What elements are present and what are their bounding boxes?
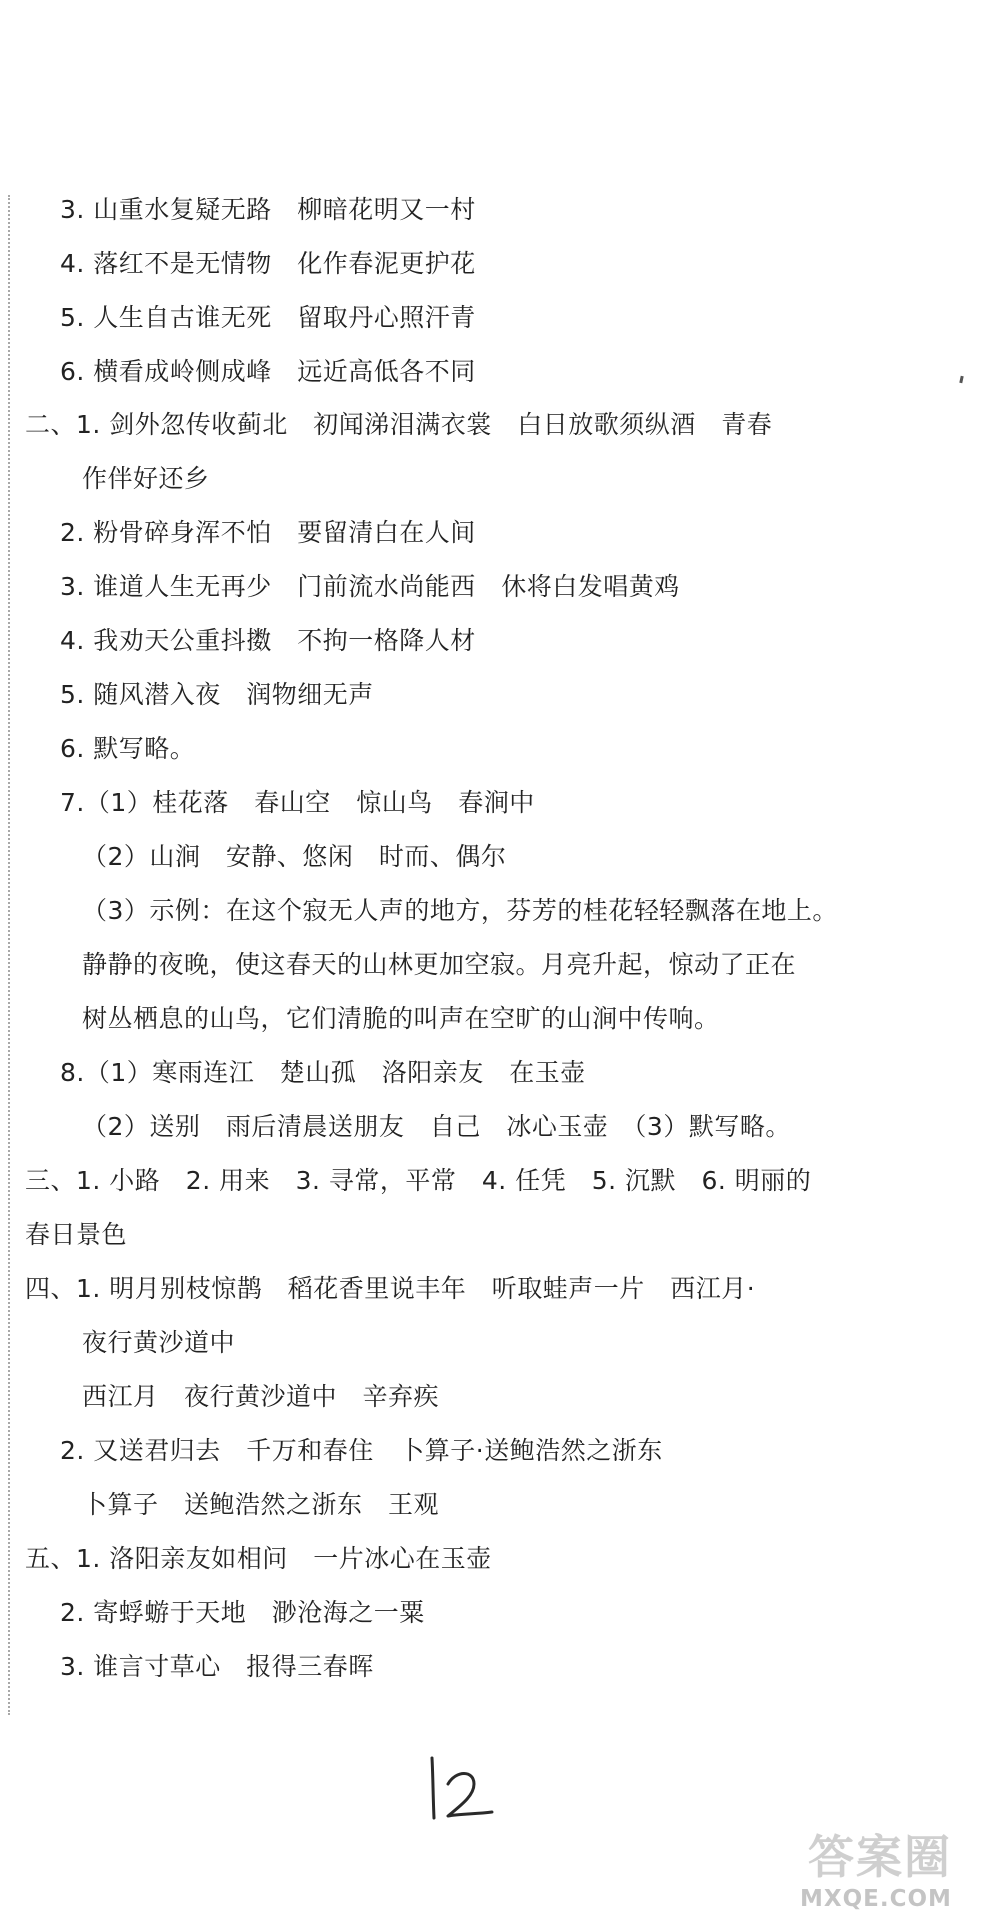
continuation-line: 树丛栖息的山鸟，它们清脆的叫声在空旷的山涧中传响。	[82, 1004, 720, 1033]
watermark-url: MXQE.COM	[800, 1886, 952, 1912]
stray-mark	[959, 376, 963, 383]
section-4-line: 四、1. 明月别枝惊鹊 稻花香里说丰年 听取蛙声一片 西江月·	[25, 1274, 756, 1303]
answer-line: 4. 落红不是无情物 化作春泥更护花	[60, 249, 476, 278]
sub-answer-line: 卜算子 送鲍浩然之浙东 王观	[82, 1490, 440, 1519]
sub-answer-line: （2）送别 雨后清晨送朋友 自己 冰心玉壶 （3）默写略。	[82, 1112, 791, 1141]
answer-line: 2. 寄蜉蝣于天地 渺沧海之一粟	[60, 1598, 425, 1627]
sub-answer-line: （2）山涧 安静、悠闲 时而、偶尔	[82, 842, 507, 871]
continuation-line: 静静的夜晚，使这春天的山林更加空寂。月亮升起，惊动了正在	[82, 950, 797, 979]
sub-answer-line: （3）示例：在这个寂无人声的地方，芬芳的桂花轻轻飘落在地上。	[82, 896, 838, 925]
answer-line: 3. 谁言寸草心 报得三春晖	[60, 1652, 374, 1681]
answer-line: 4. 我劝天公重抖擞 不拘一格降人材	[60, 626, 476, 655]
handwritten-page-number	[418, 1752, 498, 1822]
answer-line: 5. 人生自古谁无死 留取丹心照汗青	[60, 303, 476, 332]
section-3-line: 三、1. 小路 2. 用来 3. 寻常，平常 4. 任凭 5. 沉默 6. 明丽的	[25, 1166, 812, 1195]
watermark-chinese: 答案圈	[808, 1830, 952, 1884]
section-5-line: 五、1. 洛阳亲友如相问 一片冰心在玉壶	[25, 1544, 492, 1573]
continuation-line: 春日景色	[25, 1220, 128, 1249]
answer-line: 3. 谁道人生无再少 门前流水尚能西 休将白发唱黄鸡	[60, 572, 680, 601]
answer-line: 6. 横看成岭侧成峰 远近高低各不同	[60, 357, 476, 386]
answer-line: 2. 又送君归去 千万和春住 卜算子·送鲍浩然之浙东	[60, 1436, 663, 1465]
answer-line: 2. 粉骨碎身浑不怕 要留清白在人间	[60, 518, 476, 547]
site-watermark-logo	[800, 1832, 996, 1916]
answer-line: 7.（1）桂花落 春山空 惊山鸟 春涧中	[60, 788, 535, 817]
continuation-line: 作伴好还乡	[82, 464, 210, 493]
answer-line: 3. 山重水复疑无路 柳暗花明又一村	[60, 195, 476, 224]
answer-line: 8.（1）寒雨连江 楚山孤 洛阳亲友 在玉壶	[60, 1058, 586, 1087]
continuation-line: 夜行黄沙道中	[82, 1328, 236, 1357]
page-number-handwriting	[418, 1752, 498, 1822]
sub-answer-line: 西江月 夜行黄沙道中 辛弃疾	[82, 1382, 440, 1411]
answer-line: 6. 默写略。	[60, 734, 196, 763]
answer-line: 5. 随风潜入夜 润物细无声	[60, 680, 374, 709]
dotted-margin-rule	[8, 195, 10, 1715]
section-2-line: 二、1. 剑外忽传收蓟北 初闻涕泪满衣裳 白日放歌须纵酒 青春	[25, 410, 773, 439]
